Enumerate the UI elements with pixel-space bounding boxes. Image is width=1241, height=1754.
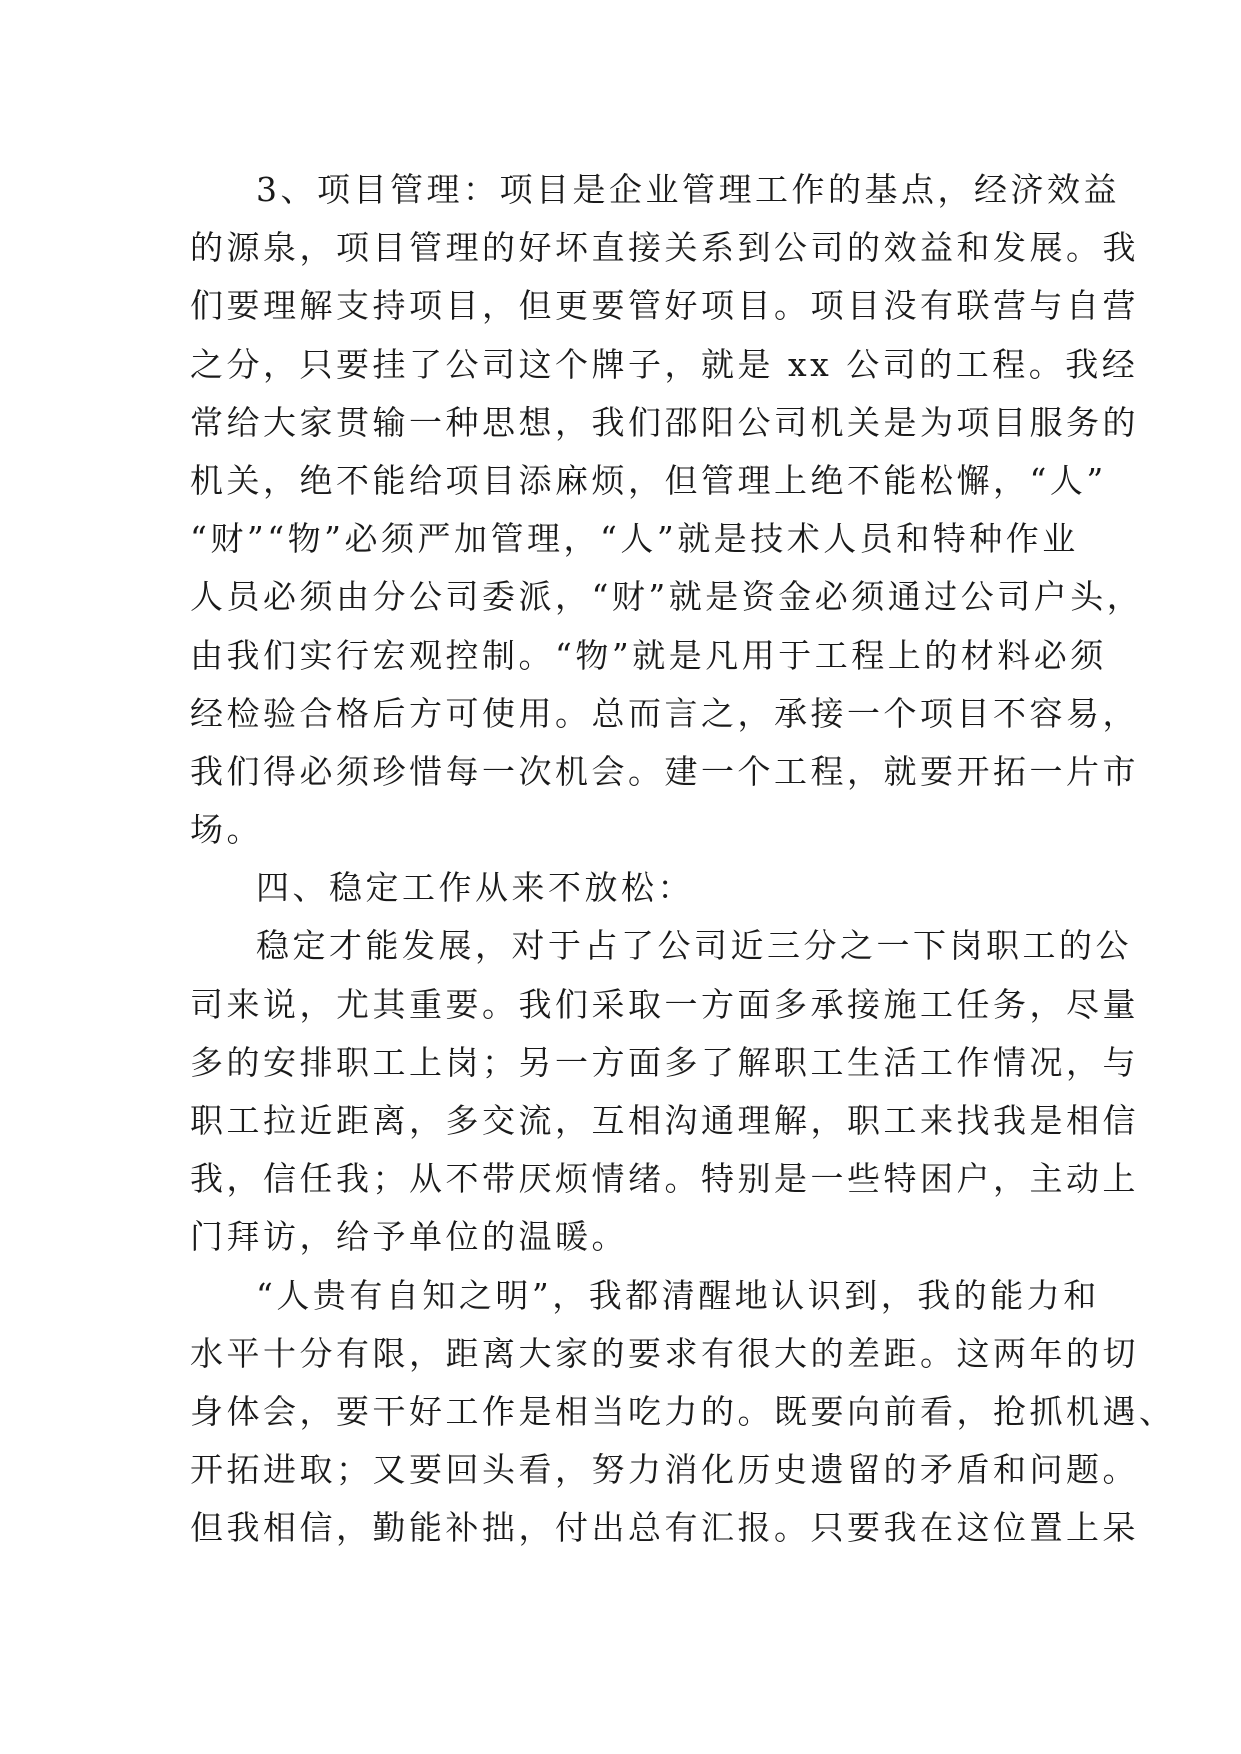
text-line: 多的安排职工上岗；另一方面多了解职工生活工作情况，与 <box>190 1042 1139 1082</box>
text-line: 但我相信，勤能补拙，付出总有汇报。只要我在这位置上呆 <box>190 1508 1139 1548</box>
text-line: 司来说，尤其重要。我们采取一方面多承接施工任务，尽量 <box>190 984 1139 1024</box>
text-line: 开拓进取；又要回头看，努力消化历史遗留的矛盾和问题。 <box>190 1450 1139 1490</box>
text-line: 经检验合格后方可使用。总而言之，承接一个项目不容易， <box>190 693 1139 733</box>
document-body <box>190 161 1176 1558</box>
text-line: 们要理解支持项目，但更要管好项目。项目没有联营与自营 <box>190 286 1139 326</box>
text-line: 门拜访，给予单位的温暖。 <box>190 1217 628 1257</box>
text-line: 人员必须由分公司委派，“财”就是资金必须通过公司户头， <box>190 577 1144 617</box>
text-line: 3、项目管理：项目是企业管理工作的基点，经济效益 <box>256 170 1120 209</box>
text-line: 之分，只要挂了公司这个牌子，就是 xx 公司的工程。我经 <box>190 344 1139 384</box>
paragraph-project-management <box>190 161 1144 859</box>
text-line: 我们得必须珍惜每一次机会。建一个工程，就要开拓一片市 <box>190 751 1139 791</box>
text-line: 场。 <box>190 810 263 850</box>
text-line: 我，信任我；从不带厌烦情绪。特别是一些特困户，主动上 <box>190 1159 1139 1199</box>
text-line: “财”“物”必须严加管理，“人”就是技术人员和特种作业 <box>190 519 1079 559</box>
section-heading: 四、稳定工作从来不放松： <box>256 868 694 908</box>
text-line: 常给大家贯输一种思想，我们邵阳公司机关是为项目服务的 <box>190 402 1139 442</box>
text-line: “人贵有自知之明”，我都清醒地认识到，我的能力和 <box>256 1275 1100 1315</box>
text-line: 由我们实行宏观控制。“物”就是凡用于工程上的材料必须 <box>190 635 1107 675</box>
section-heading-stability <box>190 859 1070 917</box>
text-line: 机关，绝不能给项目添麻烦，但管理上绝不能松懈，“人” <box>190 460 1107 500</box>
text-line: 身体会，要干好工作是相当吃力的。既要向前看，抢抓机遇、 <box>190 1391 1176 1431</box>
paragraph-self-knowledge <box>190 1267 1176 1558</box>
text-line: 职工拉近距离，多交流，互相沟通理解，职工来找我是相信 <box>190 1101 1139 1140</box>
text-line: 稳定才能发展，对于占了公司近三分之一下岗职工的公 <box>256 926 1132 966</box>
text-line: 水平十分有限，距离大家的要求有很大的差距。这两年的切 <box>190 1333 1139 1373</box>
text-line: 的源泉，项目管理的好坏直接关系到公司的效益和发展。我 <box>190 228 1139 268</box>
paragraph-stability <box>190 917 1139 1266</box>
